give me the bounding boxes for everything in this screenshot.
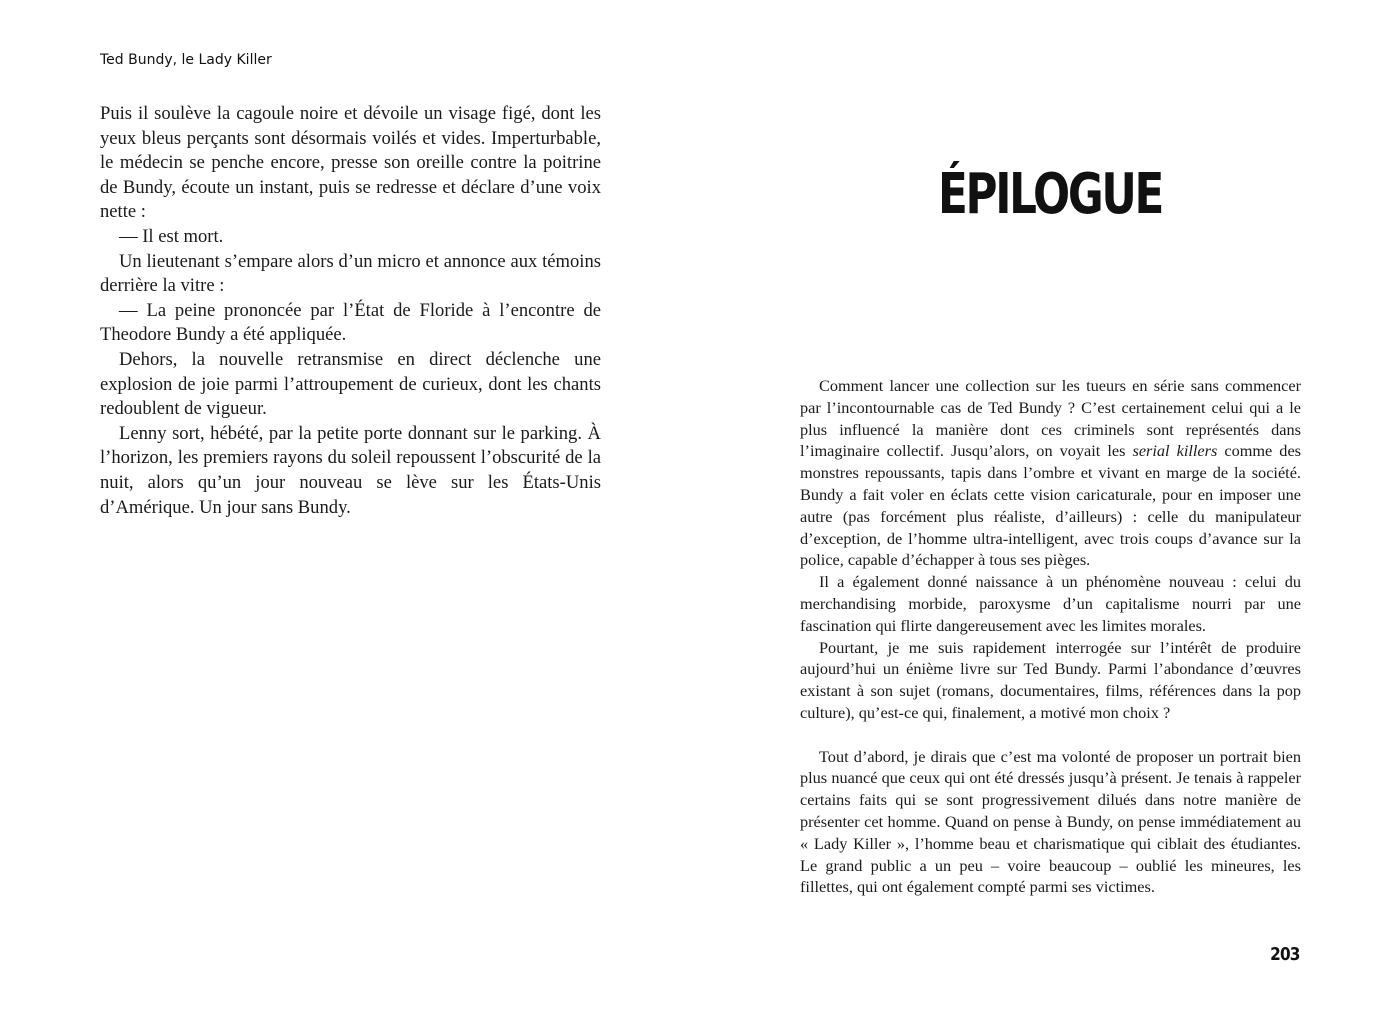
page-number: 203 xyxy=(1270,944,1300,965)
paragraph xyxy=(800,375,1301,571)
paragraph-text: comme des monstres repoussants, tapis dans l’ombre et vivant en marge de la société. Bundy a fait voler en éclats cette vision caricaturale, pour en imposer une autre (pas forcément plus réaliste, d’ailleurs) : celle du manipulateur d’exception, de l’homme ultra-intelligent, avec trois coups d’avance sur la police, capable d’échapper à tous ses pièges. xyxy=(800,441,1302,570)
dialogue-line: — Il est mort. xyxy=(119,225,224,247)
chapter-title: ÉPILOGUE xyxy=(938,162,1162,227)
paragraph-text: Comment lancer une collection sur les tueurs en série sans commencer par l’incontournable cas de Ted Bundy ? C’est certainement celui qui a le plus influencé la manière dont ces criminels sont représentés dans l’imaginaire collectif. Jusqu’alors, on voyait les xyxy=(800,376,1301,461)
paragraph: Un lieutenant s’empare alors d’un micro et annonce aux témoins derrière la vitre : xyxy=(100,250,601,297)
paragraph: Puis il soulève la cagoule noire et dévoile un visage figé, dont les yeux bleus perçants sont désormais voilés et vides. Imperturbable, le médecin se penche encore, presse son oreille contre la poitrine de Bundy, écoute un instant, puis se redresse et déclare d’une voix nette : xyxy=(100,103,601,223)
right-page xyxy=(700,0,1400,1025)
dialogue-line: — La peine prononcée par l’État de Floride à l’encontre de Theodore Bundy a été appliquée. xyxy=(100,299,601,346)
paragraph: Lenny sort, hébété, par la petite porte donnant sur le parking. À l’horizon, les premiers rayons du soleil repoussent l’obscurité de la nuit, alors qu’un jour nouveau se lève sur les États-Unis d’Amérique. Un jour sans Bundy. xyxy=(100,422,601,518)
italic-term: serial killers xyxy=(1132,441,1218,461)
left-page-body xyxy=(100,102,601,520)
paragraph: Dehors, la nouvelle retransmise en direct déclenche une explosion de joie parmi l’attroupement de curieux, dont les chants redoublent de vigueur. xyxy=(100,348,601,420)
right-page-body xyxy=(800,375,1301,898)
paragraph: Il a également donné naissance à un phénomène nouveau : celui du merchandising morbide, paroxysme d’un capitalisme nourri par une fascination qui flirte dangereusement avec les limites morales. xyxy=(800,572,1301,635)
paragraph: Pourtant, je me suis rapidement interrogée sur l’intérêt de produire aujourd’hui un énième livre sur Ted Bundy. Parmi l’abondance d’œuvres existant à son sujet (romans, documentaires, films, références dans la pop culture), qu’est-ce qui, finalement, a motivé mon choix ? xyxy=(800,637,1301,722)
running-header: Ted Bundy, le Lady Killer xyxy=(100,52,272,68)
paragraph: Tout d’abord, je dirais que c’est ma volonté de proposer un portrait bien plus nuancé que ceux qui ont été dressés jusqu’à présent. Je tenais à rappeler certains faits qui se sont progressivement dilués dans notre manière de présenter cet homme. Quand on pense à Bundy, on pense immédiatement au « Lady Killer », l’homme beau et charismatique qui ciblait des étudiantes. Le grand public a un peu – voire beaucoup – oublié les mineures, les fillettes, qui ont également compté parmi ses victimes. xyxy=(800,746,1301,897)
